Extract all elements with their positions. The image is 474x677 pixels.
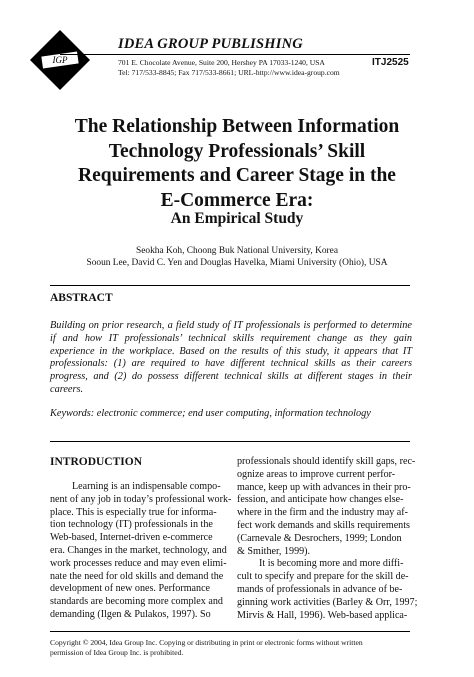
text-line: nent of any job in today’s professional work- bbox=[50, 493, 232, 505]
text-line: mance, keep up with advances in their pro- bbox=[237, 481, 411, 493]
text-line: fect work demands and skills requirements bbox=[237, 519, 410, 531]
text-line: nate the need for old skills and demand the bbox=[50, 570, 224, 582]
text-line: Mirvis & Hall, 1996). Web-based applica- bbox=[237, 609, 408, 621]
text-line: demanding (Ilgen & Pulakos, 1997). So bbox=[50, 608, 211, 620]
text-line: era. Changes in the market, technology, and bbox=[50, 544, 227, 556]
text-line: (Carnevale & Desrochers, 1999; London bbox=[237, 532, 402, 544]
abstract-heading: ABSTRACT bbox=[50, 292, 113, 304]
publisher-address bbox=[118, 58, 340, 78]
text-line: development of new ones. Performance bbox=[50, 583, 211, 595]
publisher-name: IDEA GROUP PUBLISHING bbox=[118, 36, 303, 52]
right-column bbox=[237, 456, 418, 622]
title-line: Requirements and Career Stage in the bbox=[78, 165, 396, 186]
text-line: cult to specify and prepare for the skill de- bbox=[237, 571, 409, 583]
text-line: where in the firm and the industry may af- bbox=[237, 507, 408, 519]
title-line: Technology Professionals’ Skill bbox=[108, 140, 366, 162]
text-line: ognize areas to improve current perfor- bbox=[237, 468, 396, 480]
title-line: The Relationship Between Information bbox=[74, 116, 400, 137]
text-line: fession, and anticipate how changes else- bbox=[237, 494, 404, 506]
left-column bbox=[50, 481, 232, 622]
text-line: Web-based, Internet-driven e-commerce bbox=[50, 532, 213, 544]
author-line: Seokha Koh, Choong Buk National University, Korea bbox=[136, 246, 338, 256]
text-line: & Smither, 1999). bbox=[237, 545, 311, 557]
text-line: mands of professionals in advance of be- bbox=[237, 583, 403, 595]
paper-subtitle: An Empirical Study bbox=[170, 210, 304, 227]
contact-line: Tel: 717/533-8845; Fax 717/533-8661; URL-http://www.idea-group.com bbox=[118, 68, 340, 77]
copyright-line: permission of Idea Group Inc. is prohibited. bbox=[50, 648, 184, 657]
authors bbox=[40, 245, 434, 269]
abstract-bottom-rule bbox=[50, 441, 410, 442]
text-line: It is becoming more and more diffi- bbox=[259, 558, 404, 570]
text-line: tion technology (IT) professionals in the bbox=[50, 519, 213, 531]
footer-rule bbox=[50, 631, 410, 632]
author-line: Sooun Lee, David C. Yen and Douglas Havelka, Miami University (Ohio), USA bbox=[86, 258, 388, 268]
text-line: ginning work activities (Barley & Orr, 1997; bbox=[237, 596, 418, 608]
introduction-heading: INTRODUCTION bbox=[50, 456, 143, 468]
text-line: work processes reduce and may even elimi- bbox=[50, 557, 227, 569]
copyright-line: Copyright © 2004, Idea Group Inc. Copying or distributing in print or electronic forms without written bbox=[50, 638, 363, 647]
title-line: E-Commerce Era: bbox=[160, 189, 314, 211]
paper-title bbox=[40, 115, 434, 213]
svg-text:IGP: IGP bbox=[52, 55, 68, 65]
journal-code: ITJ2525 bbox=[372, 57, 409, 68]
igp-logo bbox=[30, 30, 90, 90]
text-line: place. This is especially true for informa- bbox=[50, 506, 217, 518]
text-line: professionals should identify skill gaps, rec- bbox=[237, 456, 416, 467]
text-line: standards are becoming more complex and bbox=[50, 596, 223, 608]
abstract-body: Building on prior research, a field study of IT professionals is performed to determine if and how IT professionals’ technical skills requirement change as they gain experience in the workplace. Based on the results of this study, it appears that IT professionals: (1) are required to have different technical skills as their careers progress, and (2) do possess different technical skills at different stages in their careers. bbox=[50, 320, 412, 395]
abstract-top-rule bbox=[50, 285, 410, 286]
copyright-notice bbox=[50, 638, 390, 658]
header-rule bbox=[60, 54, 410, 55]
address-line: 701 E. Chocolate Avenue, Suite 200, Hershey PA 17033-1240, USA bbox=[118, 58, 325, 67]
text-line: Learning is an indispensable compo- bbox=[72, 481, 221, 492]
keywords: Keywords: electronic commerce; end user computing, information technology bbox=[50, 408, 371, 419]
